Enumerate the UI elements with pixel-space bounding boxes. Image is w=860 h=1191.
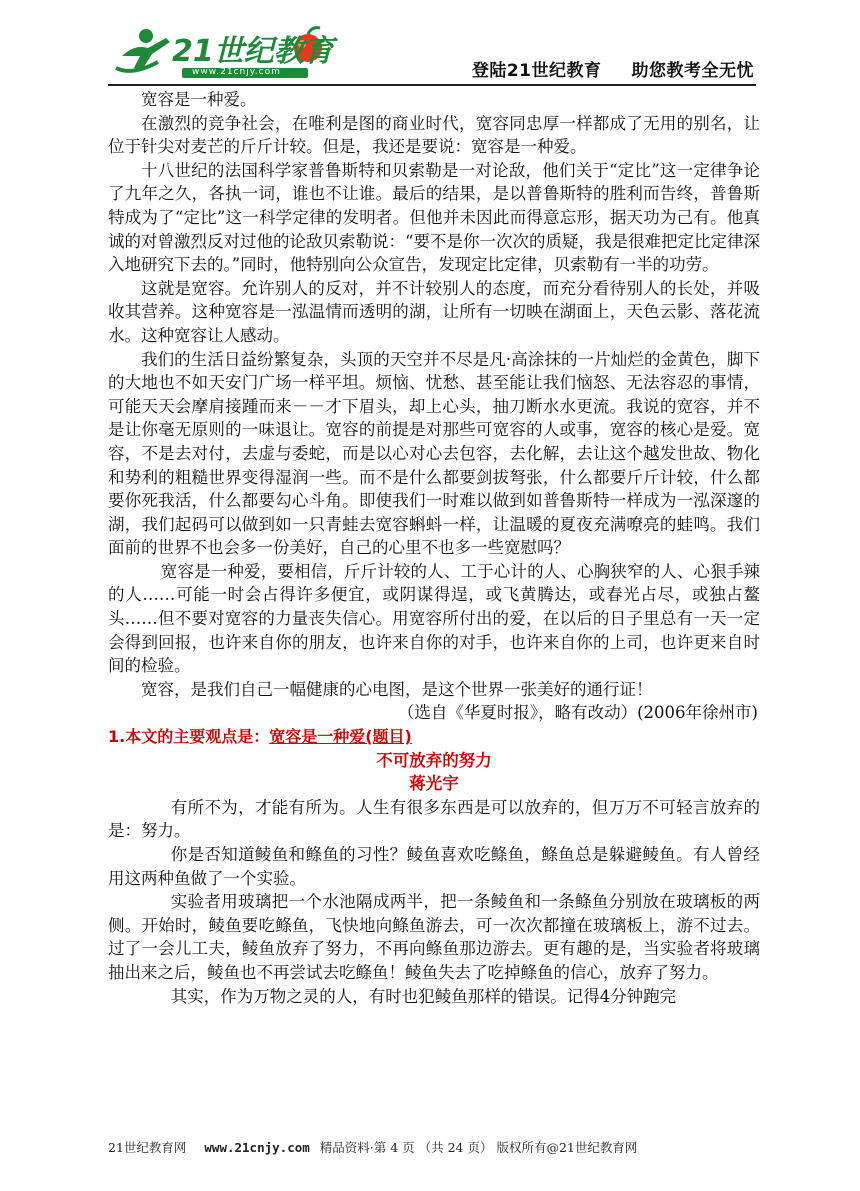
header-divider: [108, 84, 756, 86]
footer-url: www.21cnjy.com: [204, 1140, 310, 1155]
logo-text: 21世纪教育: [172, 34, 334, 69]
paragraph: 在激烈的竞争社会，在唯利是图的商业时代，宽容同忠厚一样都成了无用的别名，让位于针尖对麦芒的斤斤计较。但是，我还是要说：宽容是一种爱。: [108, 113, 760, 157]
page-footer: [108, 1138, 758, 1156]
paragraph: 十八世纪的法国科学家普鲁斯特和贝索勒是一对论敌，他们关于“定比”这一定律争论了九年之久，各执一词，谁也不让谁。最后的结果，是以普鲁斯特的胜利而告终，普鲁斯特成为了“定比”这一科学定律的发明者。但他并未因此而得意忘形，据天功为己有。他真诚的对曾激烈反对过他的论敌贝索勒说：“要不是你一次次的质疑，我是很难把定比定律深入地研究下去的。”同时，他特别向公众宣告，发现定比定律，贝索勒有一半的功劳。: [108, 160, 760, 275]
question-answer: 宽容是一种爱(题目): [269, 727, 412, 747]
document-body: [108, 88, 760, 1008]
question-prefix: 1.本文的主要观点是：: [108, 727, 270, 747]
slogan-left: 登陆21世纪教育: [471, 61, 602, 81]
paragraph: 我们的生活日益纷繁复杂，头顶的天空并不尽是凡·高涂抹的一片灿烂的金黄色，脚下的大地也不如天安门广场一样平坦。烦恼、忧愁、甚至能让我们恼怒、无法容忍的事情，可能天天会摩肩接踵而来－－才下眉头，却上心头，抽刀断水水更流。我说的宽容，并不是让你毫无原则的一味退让。宽容的前提是对那些可宽容的人或事，宽容的核心是爱。宽容，不是去对付，去虚与委蛇，而是以心对心去包容，去化解，去让这个越发世故、物化和势利的粗糙世界变得湿润一些。而不是什么都要剑拔弩张，什么都要斤斤计较，什么都要你死我活，什么都要勾心斗角。即使我们一时难以做到如普鲁斯特一样成为一泓深邃的湖，我们起码可以做到如一只青蛙去宽容蝌蚪一样，让温暖的夏夜充满嘹亮的蛙鸣。我们面前的世界不也会多一份美好，自己的心里不也多一些宽慰吗？: [108, 349, 760, 558]
paragraph: 实验者用玻璃把一个水池隔成两半，把一条鲮鱼和一条鲦鱼分别放在玻璃板的两侧。开始时，鲮鱼要吃鲦鱼，飞快地向鲦鱼游去，可一次次都撞在玻璃板上，游不过去。过了一会儿工夫，鲮鱼放弃了努力，不再向鲦鱼那边游去。更有趣的是，当实验者将玻璃抽出来之后，鲮鱼也不再尝试去吃鲦鱼！鲮鱼失去了吃掉鲦鱼的信心，放弃了努力。: [108, 892, 760, 982]
question: [108, 725, 760, 749]
paragraph: 有所不为，才能有所为。人生有很多东西是可以放弃的，但万万不可轻言放弃的是：努力。: [108, 797, 760, 841]
slogan-right: 助您教考全无忧: [631, 61, 754, 81]
logo-url: www.21cnjy.com: [192, 67, 281, 77]
article-author: 蒋光宇: [409, 774, 459, 794]
paragraph: 其实，作为万物之灵的人，有时也犯鲮鱼那样的错误。记得4分钟跑完: [170, 986, 677, 1006]
paragraph: 宽容，是我们自己一幅健康的心电图，是这个世界一张美好的通行证！: [141, 679, 653, 699]
footer-site: 21世纪教育网: [108, 1140, 187, 1155]
paragraph: 这就是宽容。允许别人的反对，并不计较别人的态度，而充分看待别人的长处，并吸收其营养。这种宽容是一泓温情而透明的湖，让所有一切映在湖面上，天色云影、落花流水。这种宽容让人感动。: [108, 278, 760, 345]
article-title: 不可放弃的努力: [376, 750, 492, 770]
paragraph: 你是否知道鲮鱼和鲦鱼的习性？鲮鱼喜欢吃鲦鱼，鲦鱼总是躲避鲮鱼。有人曾经用这两种鱼做了一个实验。: [108, 845, 760, 888]
logo: [112, 22, 342, 86]
paragraph: 宽容是一种爱，要相信，斤斤计较的人、工于心计的人、心胸狭窄的人、心狠手辣的人……可能一时会占得许多便宜，或阴谋得逞，或飞黄腾达，或春光占尽，或独占鳌头……但不要对宽容的力量丧失信心。用宽容所付出的爱，在以后的日子里总有一天一定会得到回报，也许来自你的朋友，也许来自你的对手，也许来自你的上司，也许更来自时间的检验。: [108, 561, 760, 676]
article-source: （选自《华夏时报》，略有改动）(2006年徐州市): [397, 703, 758, 723]
header-slogan: [472, 56, 754, 81]
paragraph: 宽容是一种爱。: [141, 90, 257, 109]
page-header: [0, 0, 860, 92]
footer-page-info: 精品资料·第 4 页 （共 24 页） 版权所有@21世纪教育网: [319, 1140, 638, 1155]
